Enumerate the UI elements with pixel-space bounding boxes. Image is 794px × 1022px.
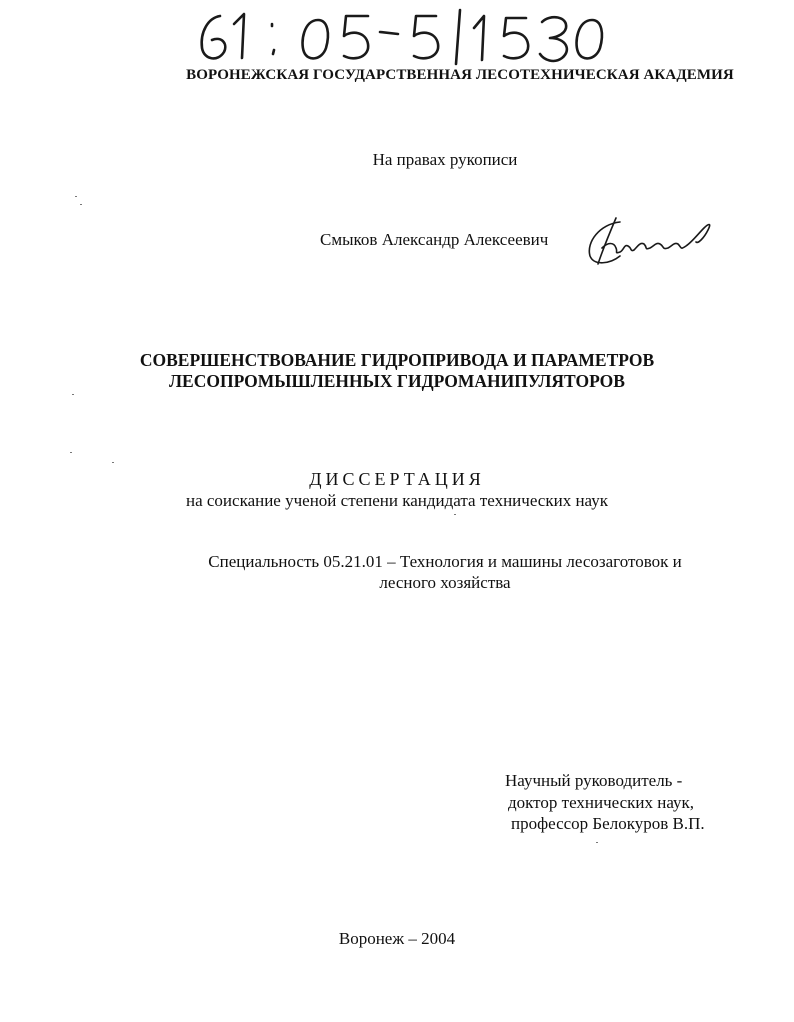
city-year: Воронеж – 2004: [338, 929, 456, 948]
title-line-1: СОВЕРШЕНСТВОВАНИЕ ГИДРОПРИВОДА И ПАРАМЕТРОВ: [139, 350, 655, 370]
scan-speck: [112, 462, 114, 463]
scientific-advisor: [505, 770, 755, 835]
scan-speck: [75, 196, 77, 197]
author-signature: [580, 212, 720, 272]
specialty-line-1: Специальность 05.21.01 – Технология и машины лесозаготовок и: [208, 552, 682, 571]
scan-speck: [70, 452, 72, 453]
degree-subtitle: на соискание ученой степени кандидата технических наук: [185, 491, 608, 510]
dissertation-label: ДИССЕРТАЦИЯ: [309, 469, 485, 489]
specialty-line-2: лесного хозяйства: [379, 573, 511, 592]
institution-name: ВОРОНЕЖСКАЯ ГОСУДАРСТВЕННАЯ ЛЕСОТЕХНИЧЕСКАЯ АКАДЕМИЯ: [186, 67, 734, 83]
scan-speck: [596, 842, 598, 843]
scan-speck: [72, 394, 74, 395]
title-line-2: ЛЕСОПРОМЫШЛЕННЫХ ГИДРОМАНИПУЛЯТОРОВ: [169, 371, 625, 391]
scan-speck: [80, 204, 82, 205]
advisor-line-2: доктор технических наук,: [508, 792, 695, 812]
author-name: Смыков Александр Алексеевич: [320, 230, 549, 249]
dissertation-title: [0, 350, 794, 392]
advisor-line-3: профессор Белокуров В.П.: [511, 814, 705, 833]
advisor-line-1: Научный руководитель -: [505, 771, 683, 790]
handwritten-archive-number: [190, 2, 610, 72]
scan-speck: [454, 514, 456, 515]
specialty: [190, 551, 700, 593]
manuscript-rights-note: На правах рукописи: [372, 150, 518, 169]
